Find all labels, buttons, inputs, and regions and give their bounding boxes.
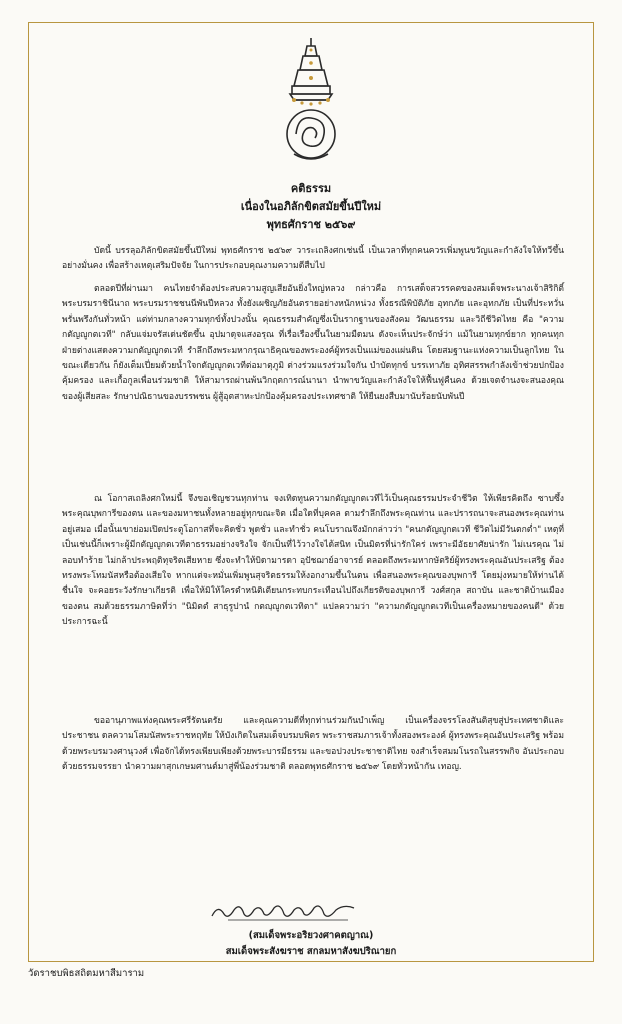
handwritten-signature	[208, 898, 358, 926]
paragraph-blessing: ขออานุภาพแห่งคุณพระศรีรัตนตรัย และคุณความดีที่ทุกท่านร่วมกันบำเพ็ญ เป็นเครื่องจรรโลงสันติสุขสู่ประเทศชาติและประชาชน ดลความโสมนัสพระราชหฤทัย ให้บังเกิดในสมเด็จบรมบพิตร พระราชสมภารเจ้าทั้งสองพระองค์ ผู้ทรงพระคุณอันประเสริฐ พร้อมด้วยพระบรมวงศานุวงศ์ เพื่อจักได้ทรงเพียบเพียงด้วยพระบารมีธรรม และขอปวงประชาชาติไทย จงสำเร็จสมมโนรถในสรรพกิจ อันประกอบด้วยธรรมจรรยา นำความผาสุกเกษมศานต์มาสู่พี่น้องร่วมชาติ ตลอดพุทธศักราช ๒๕๖๙ โดยทั่วหน้ากัน เทอญ.	[62, 716, 564, 773]
document-title: คติธรรม	[290, 182, 332, 195]
signature-title: สมเด็จพระสังฆราช สกลมหาสังฆปริณายก	[225, 946, 397, 957]
paragraph-past-year: ตลอดปีที่ผ่านมา คนไทยจำต้องประสบความสูญเสียอันยิ่งใหญ่หลวง กล่าวคือ การเสด็จสวรรคตของสมเด็จพระนางเจ้าสิริกิติ์ พระบรมราชินีนาถ พระบรมราชชนนีพันปีหลวง ทั้งยังเผชิญภัยอันตรายอย่างหนักหน่วง ทั้งธรณีพิบัติภัย อุทกภัย และอุทกภัย เป็นที่ประหวั่นพรั่นพรึงกันทั่วหน้า แต่ท่ามกลางความทุกข์ทั้งปวงนั้น คุณธรรมสำคัญซึ่งเป็นรากฐานของสังคม วัฒนธรรม และวิถีชีวิตไทย คือ "ความกตัญญูกตเวที" กลับแจ่มจรัสเด่นชัดขึ้น อุปมาดุจแสงอรุณ ที่เรื่อเรืองขึ้นในยามมืดมน ดังจะเห็นประจักษ์ว่า แม้ในยามทุกข์ยาก ทุกคนทุกฝ่ายต่างแสดงความกตัญญูกตเวที รำลึกถึงพระมหากรุณาธิคุณของพระองค์ผู้ทรงเป็นแม่ของแผ่นดิน โดยสมฐานะแห่งความเป็นลูกไทย ในขณะเดียวกัน ก็ยังเต็มเปี่ยมด้วยน้ำใจกตัญญูกตเวทีต่อมาตุภูมิ ต่างร่วมแรงร่วมใจกัน บำบัดทุกข์ บรรเทาภัย อุทิศสรรพกำลังเข้าช่วยปกป้อง คุ้มครอง และเกื้อกูลเพื่อนร่วมชาติ ให้สามารถผ่านพ้นวิกฤตการณ์นานา นำพาขวัญและกำลังใจให้ฟื้นฟูคืนคง ด้วยเจตจำนงจะสนองคุณของผู้เสียสละ รักษาปณิธานของบรรพชน ผู้สู้อุตสาหะปกป้องคุ้มครองประเทศชาติ ให้ยืนยงสืบมานับร้อยนับพันปี	[62, 284, 564, 402]
signature-name: (สมเด็จพระอริยวงศาคตญาณ)	[248, 930, 374, 941]
document-year: พุทธศักราช ๒๕๖๙	[266, 218, 356, 231]
document-subtitle: เนื่องในอภิลักขิตสมัยขึ้นปีใหม่	[240, 200, 382, 213]
royal-crown-emblem-icon	[276, 36, 346, 168]
footer-temple-name: วัดราชบพิธสถิตมหาสีมาราม	[28, 968, 145, 979]
paragraph-invitation: ณ โอกาสเถลิงศกใหม่นี้ จึงขอเชิญชวนทุกท่าน จงเทิดทูนความกตัญญูกตเวทีไว้เป็นคุณธรรมประจำชีวิต ให้เพียรคิดถึง ซาบซึ้งพระคุณบุพการีของตน และของมหาชนทั้งหลายอยู่ทุกขณะจิต เมื่อใดที่บุคคล ตามรำลึกถึงพระคุณท่าน และปรารถนาจะสนองพระคุณท่านอยู่เสมอ เมื่อนั้นเขาย่อมเปิดประตูโอกาสที่จะคิดชั่ว พูดชั่ว และทำชั่ว คนโบราณจึงมักกล่าวว่า "คนกตัญญูกตเวที ชีวิตไม่มีวันตกต่ำ" เหตุที่เป็นเช่นนี้ก็เพราะผู้มีกตัญญูกตเวทีตาธรรมอย่างจริงใจ จักเป็นที่ไว้วางใจได้สนิท เป็นมิตรที่น่ารักใคร่ เพราะมีอัธยาศัยน่ารัก ไม่เนรคุณ ไม่ลอบทำร้าย ไม่กล้าประพฤติทุจริตเสียหาย ซึ่งจะทำให้บิดามารดา อุปัชฌาย์อาจารย์ ตลอดถึงพระมหากษัตริย์ผู้ทรงพระคุณอันประเสริฐ ต้องทรงพระโทมนัสหรือต้องเสียใจ หากแต่จะหมั่นเพิ่มพูนสุจริตธรรมให้งอกงามขึ้นในตน เพื่อสนองพระคุณของบุพการี โดยมุ่งหมายให้ท่านได้ชื่นใจ จะคอยระวังรักษาเกียรติ เพื่อให้มิให้ใครตำหนิติเตียนกระทบกระเทือนไปถึงเกียรติของบุพการี วงศ์สกุล สถาบัน และชาติบ้านเมืองของตน สมด้วยธรรมภาษิตที่ว่า "นิมิตตํ สาธุรูปานํ กตญฺญูกตเวทิตา" แปลความว่า "ความกตัญญูกตเวทีเป็นเครื่องหมายของคนดี" ด้วยประการฉะนี้	[62, 494, 564, 628]
paragraph-opening: บัดนี้ บรรลุอภิลักขิตสมัยขึ้นปีใหม่ พุทธศักราช ๒๕๖๙ วาระเถลิงศกเช่นนี้ เป็นเวลาที่ทุกคนควรเพิ่มพูนขวัญและกำลังใจให้ทวีขึ้นอย่างมั่นคง เพื่อสร้างเหตุเสริมปัจจัย ในการประกอบคุณงามความดีสืบไป	[62, 246, 564, 272]
